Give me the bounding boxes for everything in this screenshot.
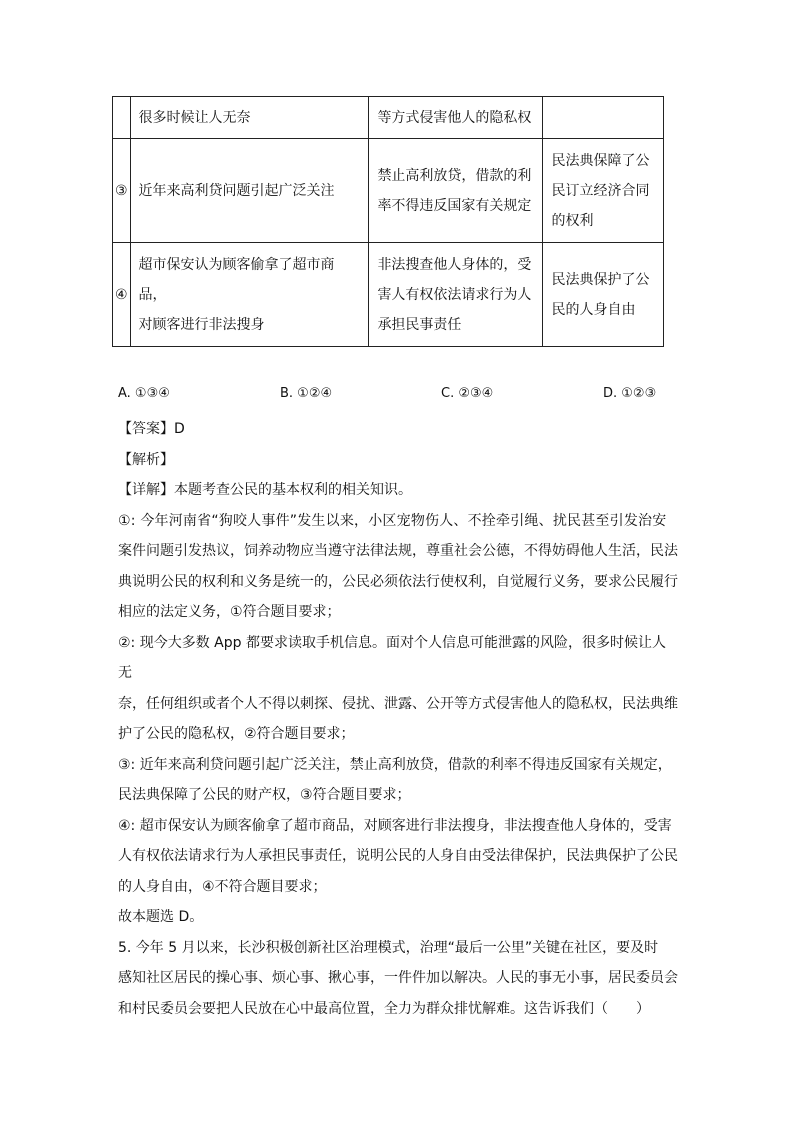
question-line: 5. 今年 5 月以来，长沙积极创新社区治理模式，治理“最后一公里”关键在社区，要及时	[118, 939, 659, 956]
cell-line: 承担民事责任	[377, 316, 462, 333]
answer-line: 【答案】D	[118, 421, 185, 437]
row-number: ④	[113, 243, 131, 347]
paragraph-line: 民法典保障了公民的财产权，③符合题目要求；	[118, 787, 411, 803]
paragraph-line: 的人身自由，④不符合题目要求；	[118, 878, 327, 895]
table-row	[113, 139, 664, 243]
cell-line: 等方式侵害他人的隐私权	[377, 109, 532, 126]
meaning-cell	[543, 97, 664, 139]
law-cell	[369, 139, 543, 243]
paragraph-line: 护了公民的隐私权，②符合题目要求；	[118, 726, 355, 742]
cell-line: 很多时候让人无奈	[138, 109, 251, 126]
law-cell	[369, 243, 543, 347]
question-table	[112, 96, 664, 347]
table-row	[113, 97, 664, 139]
question-line: 和村民委员会要把人民放在心中最高位置，全力为群众排忧解难。这告诉我们（ ）	[118, 1000, 650, 1017]
cell-line: 民法典保障了公	[551, 152, 650, 169]
paragraph-line: 相应的法定义务，①符合题目要求；	[118, 604, 341, 620]
cell-line: 对顾客进行非法搜身	[138, 316, 265, 333]
paragraph-line: 故本题选 D。	[118, 909, 204, 925]
paragraph-line: ②: 现今大多数 App 都要求读取手机信息。面对个人信息可能泄露的风险，很多时候让人无	[118, 634, 666, 681]
event-cell	[130, 139, 369, 243]
cell-line: 民的人身自由	[551, 301, 636, 318]
paragraph-line: 案件问题引发热议，饲养动物应当遵守法律法规，尊重社会公德，不得妨碍他人生活，民法	[118, 543, 678, 559]
cell-line: 害人有权依法请求行为人	[377, 286, 532, 303]
cell-line: 率不得违反国家有关规定	[377, 197, 532, 214]
paragraph-line: 【详解】本题考查公民的基本权利的相关知识。	[118, 482, 412, 498]
paragraph-line: ③: 近年来高利贷问题引起广泛关注，禁止高利放贷，借款的利率不得违反国家有关规定，	[118, 756, 672, 773]
cell-line: 民订立经济合同	[551, 182, 650, 199]
option-a: A. ①③④	[118, 386, 170, 401]
row-number	[113, 97, 131, 139]
table-row	[113, 243, 664, 347]
cell-line: 民法典保护了公	[551, 271, 650, 288]
option-c: C. ②③④	[441, 386, 494, 401]
explanation-block	[118, 414, 678, 1024]
analysis-header: 【解析】	[118, 451, 174, 468]
paragraph-line: 典说明公民的权利和义务是统一的，公民必须依法行使权利，自觉履行义务，要求公民履行	[118, 573, 678, 590]
paragraph-line: ④: 超市保安认为顾客偷拿了超市商品，对顾客进行非法搜身，非法搜查他人身体的，受害	[118, 817, 672, 834]
cell-line: 非法搜查他人身体的，受	[377, 256, 532, 273]
answer-options	[118, 386, 674, 406]
paragraph-line: ①: 今年河南省“狗咬人事件”发生以来，小区宠物伤人、不拴牵引绳、扰民甚至引发治安	[118, 512, 667, 529]
cell-line: 超市保安认为顾客偷拿了超市商品，	[138, 256, 335, 303]
paragraph-line: 人有权依法请求行为人承担民事责任，说明公民的人身自由受法律保护，民法典保护了公民	[118, 848, 678, 864]
event-cell	[130, 243, 369, 347]
option-d: D. ①②③	[603, 386, 657, 401]
row-number: ③	[113, 139, 131, 243]
event-cell	[130, 97, 369, 139]
option-b: B. ①②④	[280, 386, 333, 401]
meaning-cell	[543, 139, 664, 243]
cell-line: 的权利	[551, 212, 594, 229]
cell-line: 近年来高利贷问题引起广泛关注	[138, 182, 335, 199]
cell-line: 禁止高利放贷，借款的利	[377, 167, 532, 184]
question-line: 感知社区居民的操心事、烦心事、揪心事，一件件加以解决。人民的事无小事，居民委员会	[118, 970, 678, 986]
law-cell	[369, 97, 543, 139]
meaning-cell	[543, 243, 664, 347]
paragraph-line: 奈，任何组织或者个人不得以刺探、侵扰、泄露、公开等方式侵害他人的隐私权，民法典维	[118, 695, 678, 712]
